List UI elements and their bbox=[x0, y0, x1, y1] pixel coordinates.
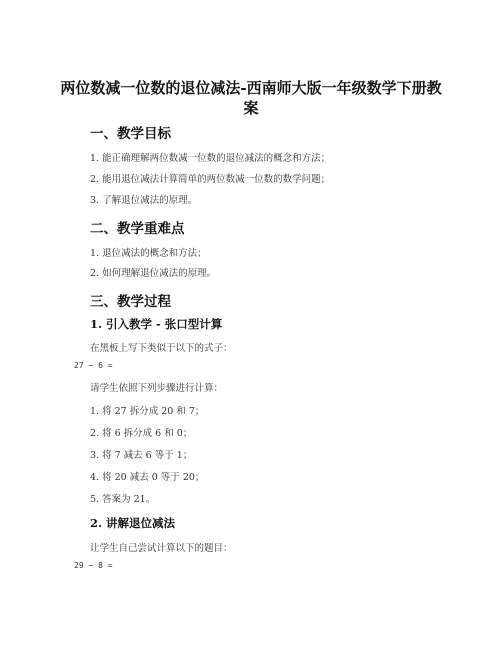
paragraph: 请学生依照下列步骤进行计算： bbox=[90, 383, 224, 394]
key-point-item: 2. 如何理解退位减法的原理。 bbox=[90, 268, 217, 279]
section-heading-process: 三、教学过程 bbox=[90, 294, 171, 310]
section-heading-objectives: 一、教学目标 bbox=[90, 126, 171, 142]
paragraph: 在黑板上写下类似于以下的式子： bbox=[90, 343, 233, 354]
document-title: 两位数减一位数的退位减法-西南师大版一年级数学下册教案 bbox=[60, 79, 442, 117]
step-item: 4. 将 20 减去 0 等于 20； bbox=[90, 472, 205, 483]
equation: 29 − 8 = bbox=[74, 561, 113, 570]
equation: 27 − 6 = bbox=[74, 361, 113, 370]
objective-item: 2. 能用退位减法计算简单的两位数减一位数的数学问题； bbox=[90, 174, 331, 185]
step-item: 3. 将 7 减去 6 等于 1； bbox=[90, 450, 193, 461]
key-point-item: 1. 退位减法的概念和方法； bbox=[90, 248, 207, 259]
subsection-heading-explain: 2. 讲解退位减法 bbox=[90, 516, 176, 530]
objective-item: 3. 了解退位减法的原理。 bbox=[90, 195, 198, 206]
step-item: 2. 将 6 拆分成 6 和 0； bbox=[90, 428, 193, 439]
paragraph: 让学生自己尝试计算以下的题目： bbox=[90, 543, 233, 554]
subsection-heading-intro: 1. 引入教学 - 张口型计算 bbox=[90, 317, 223, 331]
step-item: 5. 答案为 21。 bbox=[90, 494, 156, 505]
step-item: 1. 将 27 拆分成 20 和 7； bbox=[90, 406, 205, 417]
objective-item: 1. 能正确理解两位数减一位数的退位减法的概念和方法； bbox=[90, 153, 331, 164]
section-heading-key-points: 二、教学重难点 bbox=[90, 221, 185, 237]
